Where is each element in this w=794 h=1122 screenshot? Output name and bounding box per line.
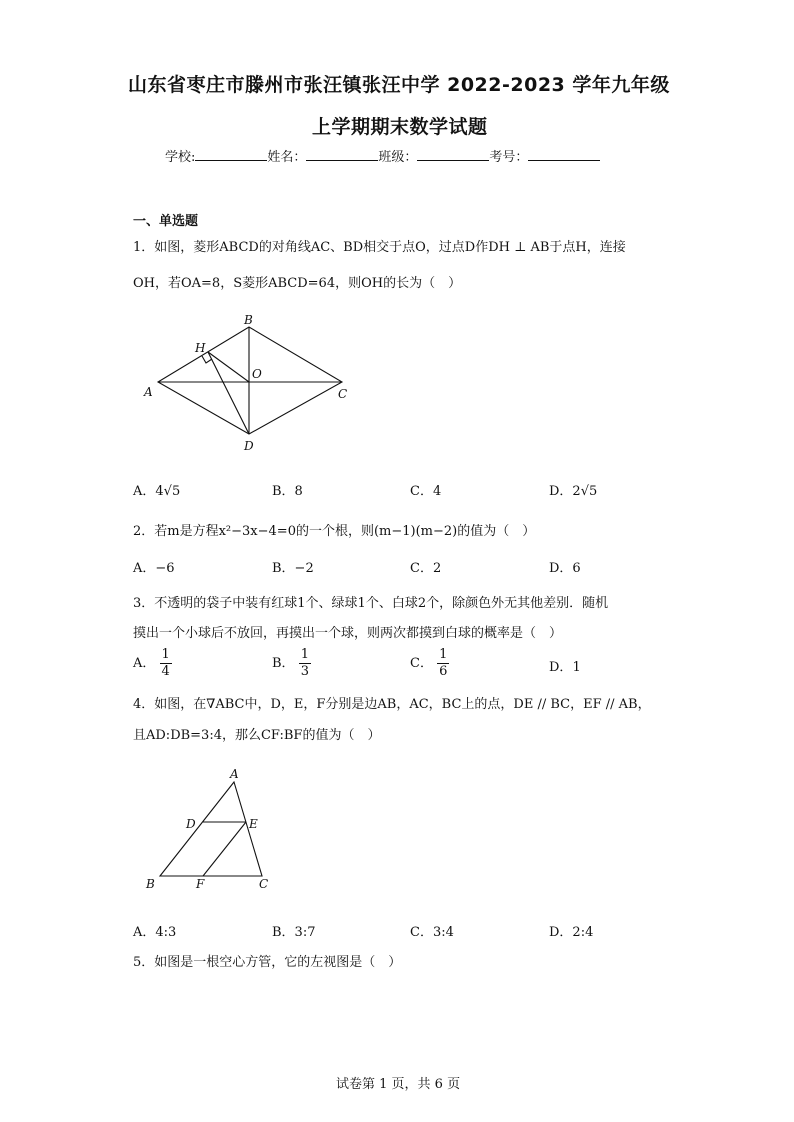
q3-text-line1: 3．不透明的袋子中装有红球1个、绿球1个、白球2个，除颜色外无其他差别．随机: [133, 596, 609, 611]
q4-option-d[interactable]: D．2:4: [549, 925, 594, 940]
rhombus-outline: [158, 327, 342, 434]
q3-option-d-prefix: D．: [549, 660, 573, 675]
class-blank: [417, 148, 489, 161]
section-title: 一、单选题: [133, 214, 199, 229]
label-b: B: [244, 313, 253, 327]
q2-text: 2．若m是方程x²−3x−4=0的一个根，则(m−1)(m−2)的值为（ ）: [133, 524, 536, 539]
q3-option-d[interactable]: [549, 656, 581, 675]
q4-option-b[interactable]: B．3:7: [272, 925, 316, 940]
label-c: C: [259, 877, 269, 891]
label-h: H: [195, 341, 206, 355]
label-d: D: [244, 439, 254, 453]
q2-option-b[interactable]: B．−2: [272, 561, 314, 576]
q4-option-a[interactable]: A．4:3: [133, 925, 177, 940]
name-label: 姓名：: [267, 150, 307, 165]
q3-option-a-prefix: A．: [133, 656, 156, 671]
q1-rhombus-figure: [140, 312, 360, 462]
page-title-line2: 上学期期末数学试题: [312, 116, 488, 138]
q3-option-a[interactable]: [133, 647, 172, 680]
class-label: 班级：: [378, 150, 418, 165]
q1-option-d[interactable]: D．2√5: [549, 484, 598, 499]
q3-option-b-numerator: 1: [300, 647, 309, 662]
number-blank: [528, 148, 600, 161]
name-blank: [306, 148, 378, 161]
q3-option-a-numerator: 1: [161, 647, 170, 662]
school-label: 学校:: [165, 150, 196, 165]
q2-option-a[interactable]: A．−6: [133, 561, 175, 576]
label-d: D: [186, 817, 196, 831]
q4-option-c[interactable]: C．3:4: [410, 925, 454, 940]
q3-option-b-prefix: B．: [272, 656, 295, 671]
label-c: C: [338, 387, 348, 401]
label-a: A: [230, 767, 239, 781]
q5-text: 5．如图是一根空心方管，它的左视图是（ ）: [133, 955, 402, 970]
school-blank: [195, 148, 267, 161]
q3-option-c-fraction: [437, 647, 449, 680]
q4-text-line2: 且AD:DB=3:4，那么CF:BF的值为（ ）: [133, 728, 381, 743]
q3-option-b-denominator: 3: [300, 664, 309, 679]
label-f: F: [196, 877, 205, 891]
q4-triangle-figure: [140, 766, 290, 896]
q3-option-a-denominator: 4: [161, 664, 170, 679]
page-title-line1: 山东省枣庄市滕州市张汪镇张汪中学 2022-2023 学年九年级: [128, 74, 670, 96]
segment-oh: [208, 352, 249, 382]
q3-option-c-denominator: 6: [439, 664, 448, 679]
q3-option-b[interactable]: [272, 647, 311, 680]
q3-option-b-fraction: [299, 647, 311, 680]
label-o: O: [252, 367, 262, 381]
q3-option-c-prefix: C．: [410, 656, 433, 671]
q4-text-line1: 4．如图，在∇ABC中，D，E，F分别是边AB，AC，BC上的点，DE // BC，EF // AB，: [133, 697, 651, 712]
q1-option-a[interactable]: A．4√5: [133, 484, 181, 499]
q3-text-line2: 摸出一个小球后不放回，再摸出一个球，则两次都摸到白球的概率是（ ）: [133, 626, 563, 641]
q1-text-line2: OH，若OA=8，S菱形ABCD=64，则OH的长为（ ）: [133, 276, 462, 291]
number-label: 考号：: [489, 150, 529, 165]
q1-option-c[interactable]: C．4: [410, 484, 442, 499]
label-b: B: [146, 877, 155, 891]
q3-option-c[interactable]: [410, 647, 449, 680]
label-e: E: [249, 817, 258, 831]
triangle-abc: [160, 782, 262, 876]
label-a: A: [144, 385, 153, 399]
student-info-row: [165, 146, 600, 165]
q1-text-line1: 1．如图，菱形ABCD的对角线AC、BD相交于点O，过点D作DH ⊥ AB于点H，连接: [133, 240, 626, 255]
q3-option-d-value: 1: [572, 660, 581, 675]
q3-option-c-numerator: 1: [439, 647, 448, 662]
q1-option-b[interactable]: B．8: [272, 484, 303, 499]
segment-ef: [203, 822, 246, 876]
q2-option-d[interactable]: D．6: [549, 561, 581, 576]
q3-option-a-fraction: [160, 647, 172, 680]
q2-option-c[interactable]: C．2: [410, 561, 442, 576]
page-footer: 试卷第 1 页，共 6 页: [336, 1077, 461, 1092]
